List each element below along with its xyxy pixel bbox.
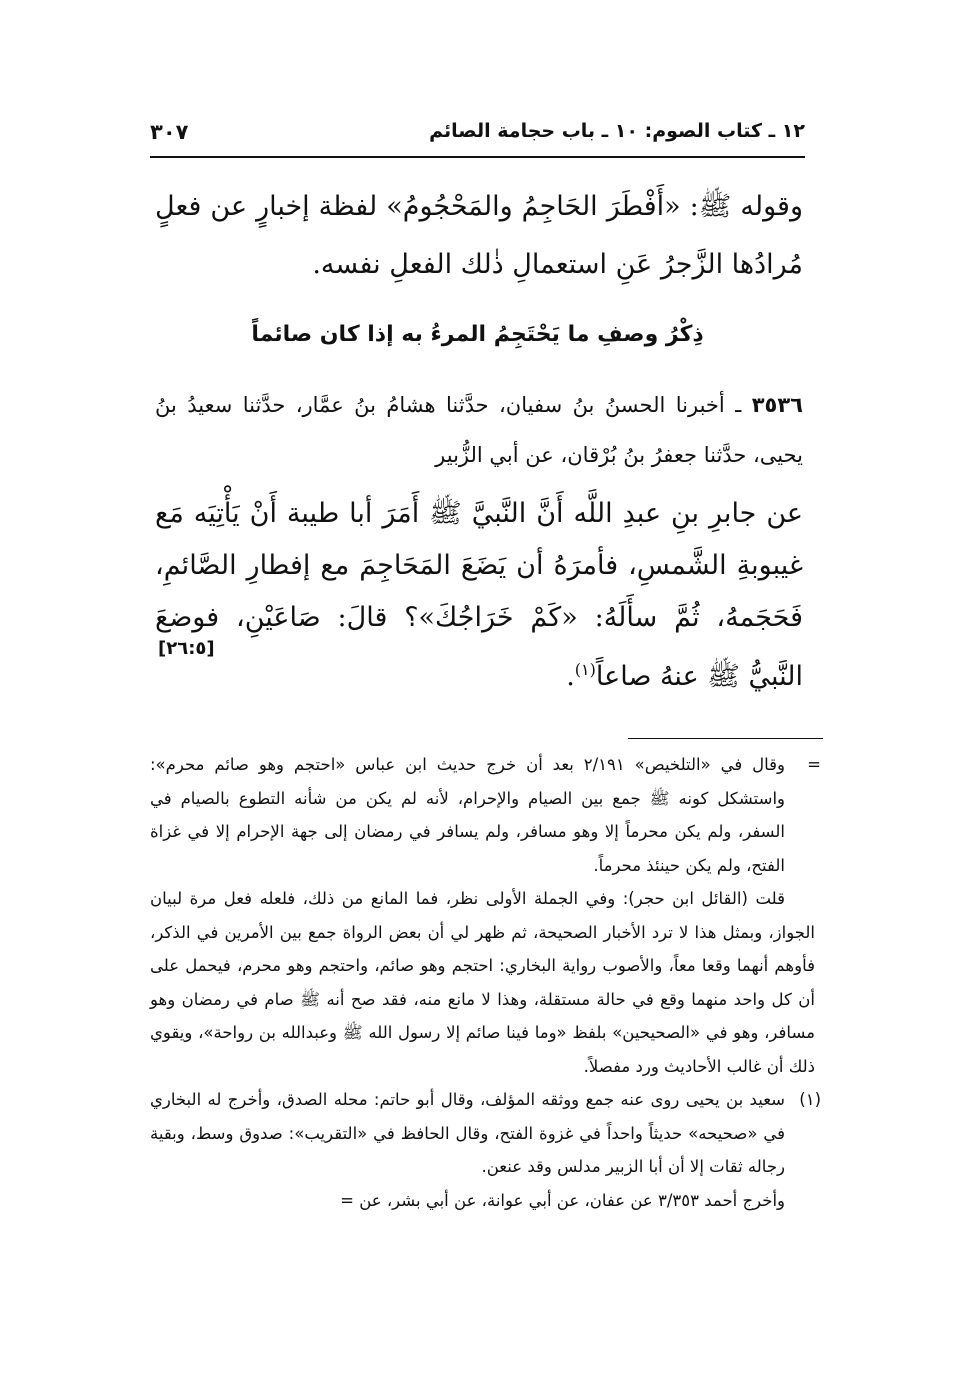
page-number: ٣٠٧: [150, 120, 189, 144]
footnote-1: [150, 1083, 821, 1184]
isnad-text: ـ أخبرنا الحسنُ بنُ سفيان، حدَّثنا هشامُ بنُ عمَّار، حدَّثنا سعيدُ بنُ يحيى، حدَّثنا جعفرُ بنُ بُرْقان، عن أبي الزُّبير: [155, 393, 803, 467]
footnote-continuation-text: وقال في «التلخيص» ٢/١٩١ بعد أن خرج حديث ابن عباس «احتجم وهو صائم محرم»: واستشكل كونه ﷺ جمع بين الصيام والإحرام، لأنه لم يكن من شأنه التطوع بالصيام في السفر، ولم يكن محرماً إلا وهو مسافر، ولم يسافر في رمضان إلى جهة الإحرام إلا في غزاة الفتح، ولم يكن حينئذ محرماً.: [150, 755, 785, 875]
footnote-1-continued: وأخرج أحمد ٣/٣٥٣ عن عفان، عن أبي عوانة، عن أبي بشر، عن =: [340, 1190, 785, 1210]
footnote-reference: (١): [574, 660, 596, 679]
running-header: [150, 120, 805, 158]
continuation-marker: =: [807, 755, 821, 774]
footnote-paragraph: قلت (القائل ابن حجر): وفي الجملة الأولى نظر، فما المانع من ذلك، فلعله فعل مرة لبيان الجواز، وبمثل هذا لا ترد الأخبار الصحيحة، ثم ظهر لي أن بعض الرواة جمع بين الأمرين في الذكر، فأوهم أنهما وقعا معاً، والأصوب رواية البخاري: احتجم وهو صائم، واحتجم وهو محرم، فيحمل على أن كل واحد منهما وقع في حالة مستقلة، وهذا لا مانع منه، فقد صح أنه ﷺ صام في رمضان وهو مسافر، وهو في «الصحيحين» بلفظ «وما فينا صائم إلا رسول الله ﷺ وعبدالله بن رواحة»، ويقوي ذلك أن غالب الأحاديث ورد مفصلاً.: [150, 889, 815, 1076]
section-heading: ذِكْرُ وصفِ ما يَحْتَجِمُ المرءُ به إذا كان صائماً: [251, 322, 704, 347]
chapter-title: ١٢ ـ كتاب الصوم: ١٠ ـ باب حجامة الصائم: [429, 120, 805, 142]
footnote-1-marker: (١): [799, 1090, 821, 1109]
intro-paragraph: وقوله ﷺ: «أَفْطَرَ الحَاجِمُ والمَحْجُومُ» لفظة إخبارٍ عن فعلٍ مُرادُها الزَّجرُ عَنِ استعمالِ ذٰلك الفعلِ نفسه.: [155, 191, 803, 280]
footnote-1-text: سعيد بن يحيى روى عنه جمع ووثقه المؤلف، وقال أبو حاتم: محله الصدق، وأخرج له البخاري في «صحيحه» حديثاً واحداً في غزوة الفتح، وقال الحافظ في «التقريب»: صدوق وسط، وبقية رجاله ثقات إلا أن أبا الزبير مدلس وقد عنعن.: [150, 1090, 785, 1176]
footnote-continuation: [150, 748, 821, 882]
hadith-number: ٣٥٣٦: [751, 393, 803, 417]
footnote-divider: [628, 738, 823, 739]
footnotes-section: [150, 748, 821, 1217]
matn-text: عن جابرِ بنِ عبدِ اللَّه أَنَّ النَّبيَّ ﷺ أَمَرَ أبا طيبة أَنْ يَأْتِيَه مَع غيبوبةِ الشَّمسِ، فأمرَهُ أن يَضَعَ المَحَاجِمَ مع إفطارِ الصَّائمِ، فَحَجَمهُ، ثُمَّ سأَلَهُ: «كَمْ خَرَاجُكَ»؟ قالَ: صَاعَيْنِ، فوضعَ النَّبيُّ ﷺ عنهُ صاعاً: [155, 498, 803, 692]
hadith-isnad: [155, 380, 803, 480]
hadith-matn: [155, 488, 803, 703]
matn-end-mark: .: [566, 661, 575, 692]
reference-code: [٢٦:٥]: [158, 638, 215, 659]
